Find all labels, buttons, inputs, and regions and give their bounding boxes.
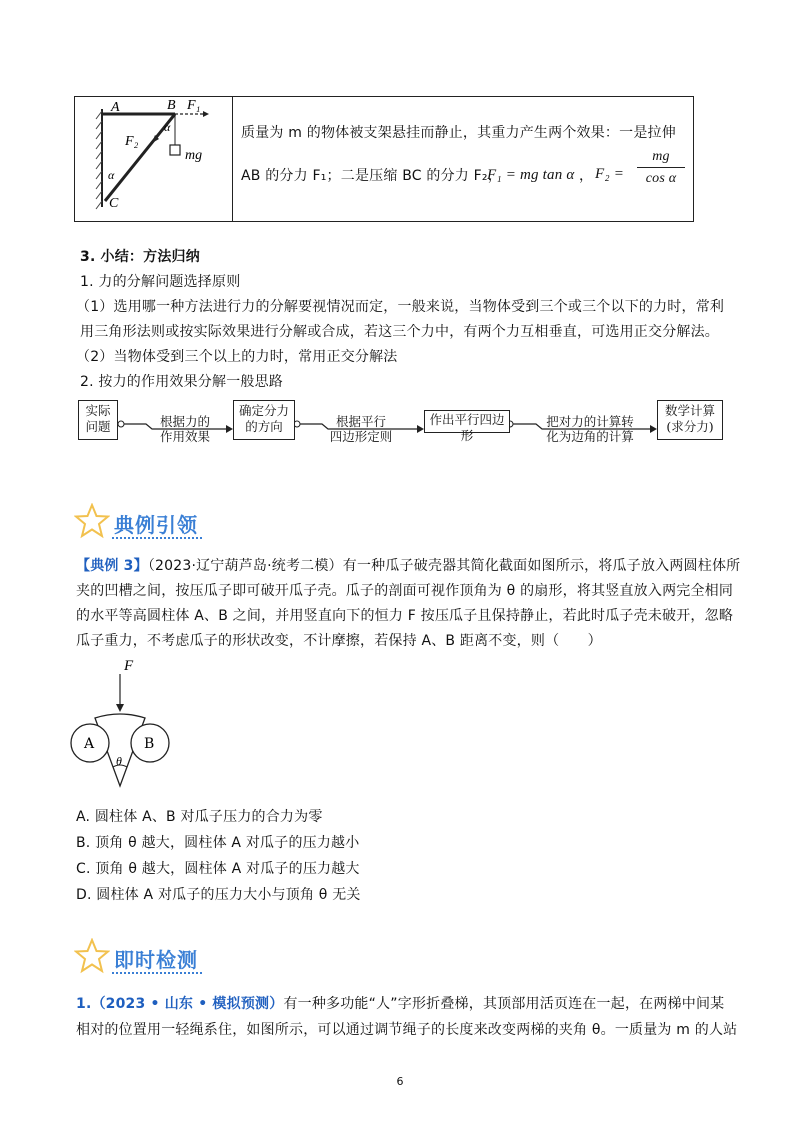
section-underline xyxy=(112,972,202,974)
example-line4: 瓜子重力，不考虑瓜子的形状改变，不计摩擦，若保持 A、B 距离不变，则（ ） xyxy=(76,633,602,649)
label-theta: θ xyxy=(116,754,122,768)
example-line3: 的水平等高圆柱体 A、B 之间，并用竖直向下的恒力 F 按压瓜子且保持静止，若此时瓜子壳未破开，忽略 xyxy=(76,608,734,624)
summary-p1-line1: （1）选用哪一种方法进行力的分解要视情况而定，一般来说，当物体受到三个或三个以下的力时，常利 xyxy=(76,299,725,315)
question1-line1: 1.（2023 • 山东 • 模拟预测）有一种多功能“人”字形折叠梯，其顶部用活页连在一起，在两梯中间某 xyxy=(76,996,725,1012)
label-B: B xyxy=(167,98,176,113)
label-F2: F₂ xyxy=(125,134,139,149)
label-cylinder-A: A xyxy=(84,736,95,752)
option-C: C. 顶角 θ 越大，圆柱体 A 对瓜子的压力越大 xyxy=(76,861,360,877)
star-icon xyxy=(74,503,110,539)
option-B: B. 顶角 θ 越大，圆柱体 A 对瓜子的压力越小 xyxy=(76,835,360,851)
flow-box-component-direction: 确定分力 的方向 xyxy=(233,400,295,440)
question-source: （2023 • 山东 • 模拟预测） xyxy=(91,996,284,1012)
figure-cell xyxy=(75,97,233,222)
question1-line2: 相对的位置用一轻绳系住，如图所示，可以通过调节绳子的长度来改变两梯的夹角 θ。一质量为 m 的人站 xyxy=(76,1022,738,1038)
section-title-quick-check: 即时检测 xyxy=(114,948,198,972)
flow-label-parallelogram-rule: 根据平行 四边形定则 xyxy=(329,414,393,444)
flow-label-convert-calculation: 把对力的计算转 化为边角的计算 xyxy=(546,414,634,444)
force-decomposition-table xyxy=(74,96,694,222)
section-title-examples: 典例引领 xyxy=(114,513,198,537)
question-number: 1. xyxy=(76,996,92,1012)
example-line1: 【典例 3】（2023·辽宁葫芦岛·统考二模）有一种瓜子破壳器其简化截面如图所示，将瓜子放入两圆柱体所 xyxy=(76,558,741,574)
summary-item1: 1. 力的分解问题选择原则 xyxy=(80,274,241,290)
summary-p2: （2）当物体受到三个以上的力时，常用正交分解法 xyxy=(76,349,398,365)
section-underline xyxy=(112,537,202,539)
label-alpha-bottom: α xyxy=(108,168,115,182)
label-A: A xyxy=(111,100,120,115)
label-F1: F₁ xyxy=(187,98,201,113)
flow-box-draw-parallelogram: 作出平行四边形 xyxy=(424,410,510,433)
label-F: F xyxy=(124,658,134,674)
summary-p1-line2: 用三角形法则或按实际效果进行分解或合成，若这三个力中，有两个力互相垂直，可选用正交分解法。 xyxy=(80,324,719,340)
flow-label-by-effect: 根据力的 作用效果 xyxy=(159,414,210,444)
option-A: A. 圆柱体 A、B 对瓜子压力的合力为零 xyxy=(76,809,323,825)
star-icon xyxy=(74,938,110,974)
label-cylinder-B: B xyxy=(144,736,155,752)
label-C: C xyxy=(109,196,119,211)
formula-f2-numerator: mg xyxy=(652,149,670,164)
option-D: D. 圆柱体 A 对瓜子的压力大小与顶角 θ 无关 xyxy=(76,887,361,903)
fraction-bar xyxy=(637,167,685,168)
flow-box-math-calculation: 数学计算 (求分力) xyxy=(657,400,723,440)
formula-f1: F₁ = mg tan α xyxy=(487,167,575,183)
flow-box-actual-problem: 实际 问题 xyxy=(78,400,118,440)
formula-f2-denominator: cos α xyxy=(645,171,677,186)
table-text-line2: AB 的分力 F₁；二是压缩 BC 的分力 F₂， xyxy=(241,168,502,184)
summary-item2: 2. 按力的作用效果分解一般思路 xyxy=(80,374,284,390)
description-cell xyxy=(233,97,694,222)
label-mg: mg xyxy=(185,148,203,163)
page-number: 6 xyxy=(396,1075,404,1088)
example-tag: 【典例 3】 xyxy=(76,558,148,574)
summary-heading: 3. 小结：方法归纳 xyxy=(80,249,200,265)
label-alpha-top: α xyxy=(164,120,171,134)
seed-cracker-figure xyxy=(70,650,200,790)
table-text-line1: 质量为 m 的物体被支架悬挂而静止，其重力产生两个效果：一是拉伸 xyxy=(241,125,676,141)
example-line2: 夹的凹槽之间，按压瓜子即可破开瓜子壳。瓜子的剖面可视作顶角为 θ 的扇形，将其竖直放入两完全相同 xyxy=(76,583,734,599)
bracket-figure xyxy=(75,97,232,217)
formula-f2-lhs: F₂ = xyxy=(595,166,625,182)
formula-separator: ， xyxy=(579,168,594,184)
